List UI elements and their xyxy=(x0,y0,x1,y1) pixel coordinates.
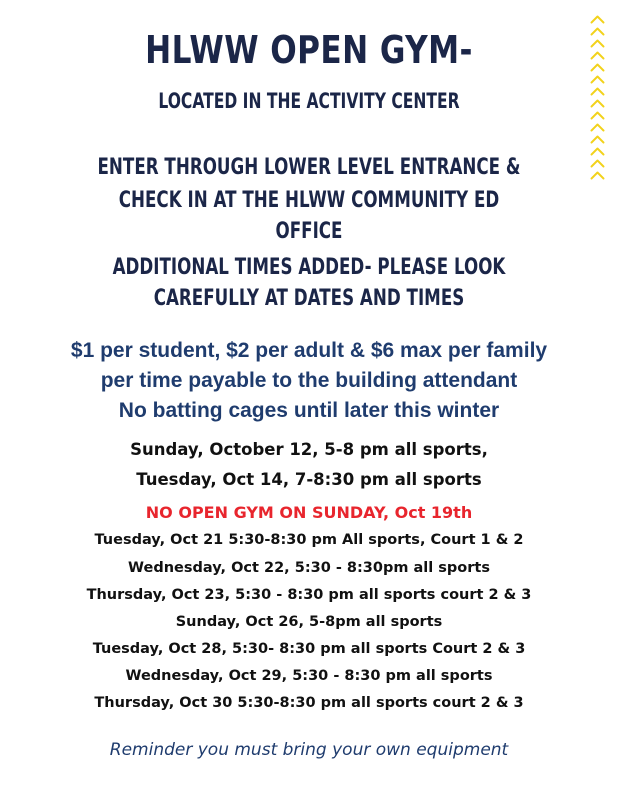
schedule-item: Thursday, Oct 23, 5:30 - 8:30 pm all sports court 2 & 3 xyxy=(86,587,532,603)
schedule-item: Thursday, Oct 30 5:30-8:30 pm all sports court 2 & 3 xyxy=(94,695,524,711)
instruction-line: OFFICE xyxy=(275,219,343,244)
pricing-line: $1 per student, $2 per adult & $6 max per family xyxy=(70,339,548,362)
notice-line: CAREFULLY AT DATES AND TIMES xyxy=(153,286,465,311)
schedule-item: Tuesday, Oct 21 5:30-8:30 pm All sports, Court 1 & 2 xyxy=(94,532,524,548)
schedule-item: Wednesday, Oct 22, 5:30 - 8:30pm all sports xyxy=(128,560,490,576)
schedule-item: Sunday, October 12, 5-8 pm all sports, xyxy=(130,440,488,459)
no-gym-notice: NO OPEN GYM ON SUNDAY, Oct 19th xyxy=(145,503,473,522)
schedule-item: Tuesday, Oct 14, 7-8:30 pm all sports xyxy=(136,470,482,489)
batting-cage-note: No batting cages until later this winter xyxy=(118,399,500,422)
equipment-reminder: Reminder you must bring your own equipment xyxy=(109,740,509,760)
schedule-item: Wednesday, Oct 29, 5:30 - 8:30 pm all sports xyxy=(125,668,493,684)
instruction-line: ENTER THROUGH LOWER LEVEL ENTRANCE & xyxy=(97,155,521,180)
chevron-up-icon xyxy=(590,168,605,183)
notice-line: ADDITIONAL TIMES ADDED- PLEASE LOOK xyxy=(112,255,506,280)
schedule-item: Tuesday, Oct 28, 5:30- 8:30 pm all sports Court 2 & 3 xyxy=(92,641,526,657)
instruction-line: CHECK IN AT THE HLWW COMMUNITY ED xyxy=(118,188,500,213)
location-subtitle: LOCATED IN THE ACTIVITY CENTER xyxy=(158,89,460,113)
page-title: HLWW OPEN GYM- xyxy=(145,28,473,72)
pricing-block xyxy=(0,336,618,426)
pricing-line: per time payable to the building attendant xyxy=(100,369,518,392)
chevron-stack xyxy=(583,12,613,180)
schedule-item: Sunday, Oct 26, 5-8pm all sports xyxy=(175,614,443,630)
